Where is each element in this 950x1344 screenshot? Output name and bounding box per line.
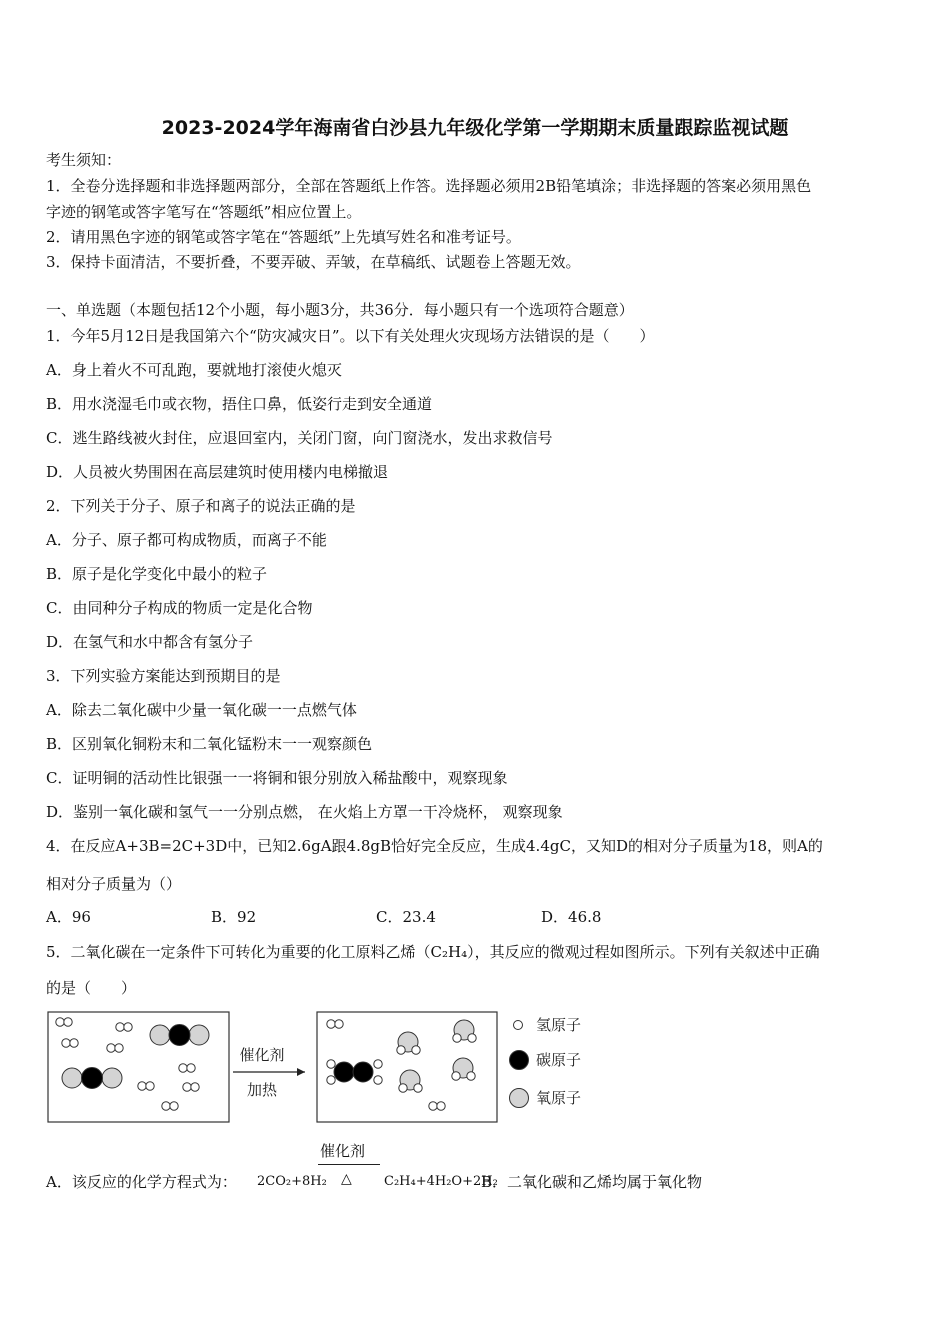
q1-option-b: B．用水浇湿毛巾或衣物，捂住口鼻，低姿行走到安全通道 — [46, 395, 433, 413]
q3-stem: 3．下列实验方案能达到预期目的是 — [46, 667, 281, 685]
legend-oxygen-label: 氧原子 — [536, 1089, 582, 1107]
arrow-label-catalyst: 催化剂 — [239, 1046, 285, 1064]
section-heading: 一、单选题（本题包括12个小题，每小题3分，共36分．每小题只有一个选项符合题意） — [46, 301, 634, 319]
q4-stem-b: 相对分子质量为（） — [46, 875, 182, 893]
q5-option-b: B．二氧化碳和乙烯均属于氧化物 — [481, 1173, 703, 1191]
notice-line-1b: 字迹的钢笔或答字笔写在“答题纸”相应位置上。 — [46, 203, 362, 221]
q4-stem-a: 4．在反应A+3B=2C+3D中，已知2.6gA跟4.8gB恰好完全反应，生成4.4gC，又知D的相对分子质量为18，则A的 — [46, 837, 823, 855]
q4-option-b: B．92 — [211, 908, 257, 926]
q1-stem: 1．今年5月12日是我国第六个“防灾减灾日”。以下有关处理火灾现场方法错误的是（ ） — [46, 327, 655, 345]
notice-heading: 考生须知： — [46, 151, 122, 169]
q2-option-b: B．原子是化学变化中最小的粒子 — [46, 565, 268, 583]
q2-option-d: D．在氢气和水中都含有氢分子 — [46, 633, 254, 651]
q4-option-c: C．23.4 — [376, 908, 436, 926]
q5-option-a-reactants: 2CO₂+8H₂ — [257, 1174, 327, 1189]
q1-option-d: D．人员被火势围困在高层建筑时使用楼内电梯撤退 — [46, 463, 389, 481]
legend-oxygen-icon — [510, 1089, 529, 1108]
legend-hydrogen-label: 氢原子 — [536, 1016, 582, 1034]
arrow-label-heat: 加热 — [246, 1081, 278, 1099]
q2-option-a: A．分子、原子都可构成物质，而离子不能 — [46, 531, 327, 549]
eq-delta-symbol: △ — [341, 1171, 352, 1187]
q3-option-d: D．鉴别一氧化碳和氢气一一分别点燃， 在火焰上方罩一干冷烧杯， 观察现象 — [46, 803, 563, 821]
notice-line-2: 2．请用黑色字迹的钢笔或答字笔在“答题纸”上先填写姓名和准考证号。 — [46, 228, 521, 246]
q5-stem-a: 5．二氧化碳在一定条件下可转化为重要的化工原料乙烯（C₂H₄），其反应的微观过程如图所示。下列有关叙述中正确 — [46, 943, 820, 961]
q4-option-a: A．96 — [46, 908, 91, 926]
page-title: 2023-2024学年海南省白沙县九年级化学第一学期期末质量跟踪监视试题 — [161, 117, 789, 139]
q5-option-a-prefix: A．该反应的化学方程式为： — [46, 1173, 237, 1191]
legend-carbon-icon — [510, 1051, 529, 1070]
q2-option-c: C．由同种分子构成的物质一定是化合物 — [46, 599, 313, 617]
q3-option-b: B．区别氧化铜粉末和二氧化锰粉末一一观察颜色 — [46, 735, 373, 753]
q5-option-a-products: C₂H₄+4H₂O+2H₂ — [384, 1174, 498, 1189]
eq-condition-bar — [318, 1164, 380, 1165]
notice-line-3: 3．保持卡面清洁，不要折叠，不要弄破、弄皱，在草稿纸、试题卷上答题无效。 — [46, 253, 581, 271]
co2-molecule — [62, 1068, 122, 1089]
q5-stem-b: 的是（ ） — [46, 979, 137, 997]
q1-option-a: A．身上着火不可乱跑，要就地打滚使火熄灭 — [46, 361, 342, 379]
q1-option-c: C．逃生路线被火封住，应退回室内，关闭门窗，向门窗浇水，发出求救信号 — [46, 429, 553, 447]
reaction-diagram — [40, 1002, 600, 1130]
eq-catalyst-label: 催化剂 — [320, 1142, 366, 1160]
q3-option-a: A．除去二氧化碳中少量一氧化碳一一点燃气体 — [46, 701, 357, 719]
legend-carbon-label: 碳原子 — [536, 1051, 582, 1069]
co2-molecule — [150, 1025, 209, 1046]
q4-option-d: D．46.8 — [541, 908, 602, 926]
notice-line-1a: 1．全卷分选择题和非选择题两部分，全部在答题纸上作答。选择题必须用2B铅笔填涂；非选择题的答案必须用黑色 — [46, 177, 812, 195]
reaction-arrowhead — [297, 1068, 305, 1076]
legend-hydrogen-icon — [514, 1021, 523, 1030]
q2-stem: 2．下列关于分子、原子和离子的说法正确的是 — [46, 497, 356, 515]
q3-option-c: C．证明铜的活动性比银强一一将铜和银分别放入稀盐酸中，观察现象 — [46, 769, 508, 787]
